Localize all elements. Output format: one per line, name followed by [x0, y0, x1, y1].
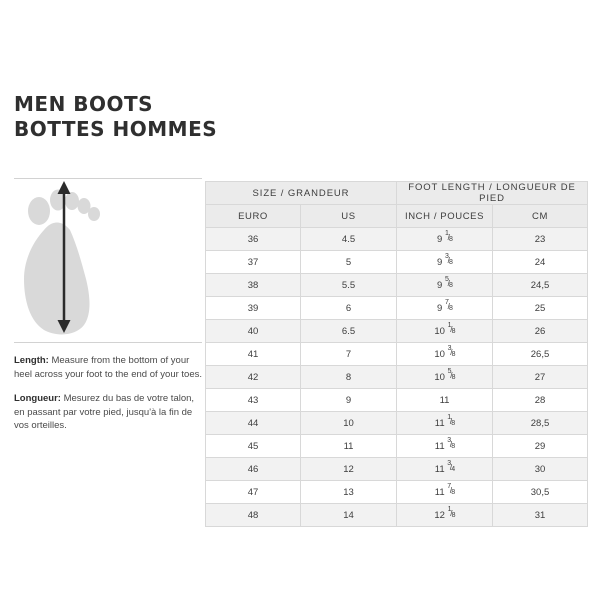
cell-inch: [397, 435, 493, 458]
inch-fraction: 1 / 8: [447, 414, 456, 427]
inch-fraction: 5 / 8: [444, 276, 453, 289]
table-row: [206, 274, 588, 297]
group-header-size: SIZE / GRANDEUR: [206, 182, 397, 205]
table-column-header-row: [206, 205, 588, 228]
inch-fraction: 1 / 8: [447, 322, 456, 335]
cell-cm: 26,5: [493, 343, 588, 366]
inch-fraction: 7 / 8: [447, 483, 456, 496]
group-header-foot-length: FOOT LENGTH / LONGUEUR DE PIED: [397, 182, 588, 205]
table-row: [206, 435, 588, 458]
table-row: [206, 481, 588, 504]
inch-whole: 9: [437, 303, 443, 314]
cell-euro: 41: [206, 343, 301, 366]
table-row: [206, 458, 588, 481]
inch-fraction: 3 / 8: [447, 437, 456, 450]
cell-cm: 30: [493, 458, 588, 481]
inch-fraction: 3 / 8: [444, 253, 453, 266]
cell-inch: [397, 228, 493, 251]
cell-inch: [397, 389, 493, 412]
length-arrow-icon: [54, 181, 74, 338]
cell-inch: [397, 251, 493, 274]
cell-inch: [397, 297, 493, 320]
inch-fraction: 3 / 4: [447, 460, 456, 473]
inch-whole: 10: [434, 349, 445, 360]
title-line-en: MEN BOOTS: [14, 92, 154, 116]
inch-whole: 9: [437, 234, 443, 245]
inch-fraction: 1 / 8: [444, 230, 453, 243]
cell-cm: 23: [493, 228, 588, 251]
inch-fraction: 3 / 8: [447, 345, 456, 358]
inch-whole: 10: [434, 372, 445, 383]
cell-cm: 28: [493, 389, 588, 412]
cell-us: 13: [301, 481, 397, 504]
table-row: [206, 320, 588, 343]
cell-euro: 43: [206, 389, 301, 412]
note-english-text: Measure from the bottom of your heel across your foot to the end of your toes.: [14, 355, 203, 380]
table-row: [206, 343, 588, 366]
cell-cm: 27: [493, 366, 588, 389]
cell-euro: 44: [206, 412, 301, 435]
cell-us: 10: [301, 412, 397, 435]
cell-us: 6.5: [301, 320, 397, 343]
note-french-label: Longueur:: [14, 393, 61, 404]
cell-inch: [397, 504, 493, 527]
note-french: [14, 392, 204, 433]
cell-us: 4.5: [301, 228, 397, 251]
note-french-text: Mesurez du bas de votre talon, en passant par votre pied, jusqu'à la fin de vos orteilles.: [14, 393, 195, 431]
cell-inch: [397, 320, 493, 343]
note-english: [14, 354, 204, 381]
cell-euro: 42: [206, 366, 301, 389]
inch-whole: 11: [434, 487, 445, 498]
cell-euro: 48: [206, 504, 301, 527]
inch-whole: 11: [439, 394, 450, 406]
cell-cm: 24,5: [493, 274, 588, 297]
cell-us: 6: [301, 297, 397, 320]
cell-cm: 25: [493, 297, 588, 320]
cell-us: 5.5: [301, 274, 397, 297]
table-row: [206, 412, 588, 435]
title-line-fr: BOTTES HOMMES: [14, 117, 218, 141]
cell-inch: [397, 481, 493, 504]
inch-whole: 12: [434, 510, 445, 521]
inch-whole: 11: [434, 464, 445, 475]
note-english-label: Length:: [14, 355, 49, 366]
cell-inch: [397, 274, 493, 297]
table-row: [206, 297, 588, 320]
cell-us: 5: [301, 251, 397, 274]
size-table-body: [206, 228, 588, 527]
inch-whole: 11: [434, 418, 445, 429]
table-row: [206, 251, 588, 274]
column-header-cm: CM: [493, 205, 588, 228]
cell-euro: 37: [206, 251, 301, 274]
cell-euro: 39: [206, 297, 301, 320]
inch-whole: 9: [437, 257, 443, 268]
cell-inch: [397, 458, 493, 481]
foot-diagram: [14, 178, 202, 343]
inch-whole: 9: [437, 280, 443, 291]
cell-us: 12: [301, 458, 397, 481]
table-row: [206, 228, 588, 251]
cell-euro: 40: [206, 320, 301, 343]
cell-cm: 30,5: [493, 481, 588, 504]
cell-euro: 38: [206, 274, 301, 297]
measurement-guide-panel: [14, 178, 202, 433]
cell-cm: 26: [493, 320, 588, 343]
cell-us: 8: [301, 366, 397, 389]
cell-euro: 36: [206, 228, 301, 251]
cell-euro: 45: [206, 435, 301, 458]
size-table-container: [205, 181, 587, 527]
inch-fraction: 1 / 8: [447, 506, 456, 519]
table-row: [206, 366, 588, 389]
cell-cm: 29: [493, 435, 588, 458]
cell-us: 14: [301, 504, 397, 527]
size-table: [205, 181, 588, 527]
cell-inch: [397, 366, 493, 389]
cell-euro: 47: [206, 481, 301, 504]
cell-euro: 46: [206, 458, 301, 481]
cell-inch: [397, 343, 493, 366]
inch-whole: 10: [434, 326, 445, 337]
column-header-us: US: [301, 205, 397, 228]
column-header-inch: INCH / POUCES: [397, 205, 493, 228]
table-row: [206, 389, 588, 412]
column-header-euro: EURO: [206, 205, 301, 228]
table-row: [206, 504, 588, 527]
inch-whole: 11: [434, 441, 445, 452]
cell-us: 9: [301, 389, 397, 412]
cell-inch: [397, 412, 493, 435]
cell-us: 7: [301, 343, 397, 366]
inch-fraction: 5 / 8: [447, 368, 456, 381]
cell-cm: 31: [493, 504, 588, 527]
inch-fraction: 7 / 8: [444, 299, 453, 312]
page-title: [14, 92, 414, 142]
cell-cm: 28,5: [493, 412, 588, 435]
table-group-header-row: [206, 182, 588, 205]
cell-us: 11: [301, 435, 397, 458]
cell-cm: 24: [493, 251, 588, 274]
